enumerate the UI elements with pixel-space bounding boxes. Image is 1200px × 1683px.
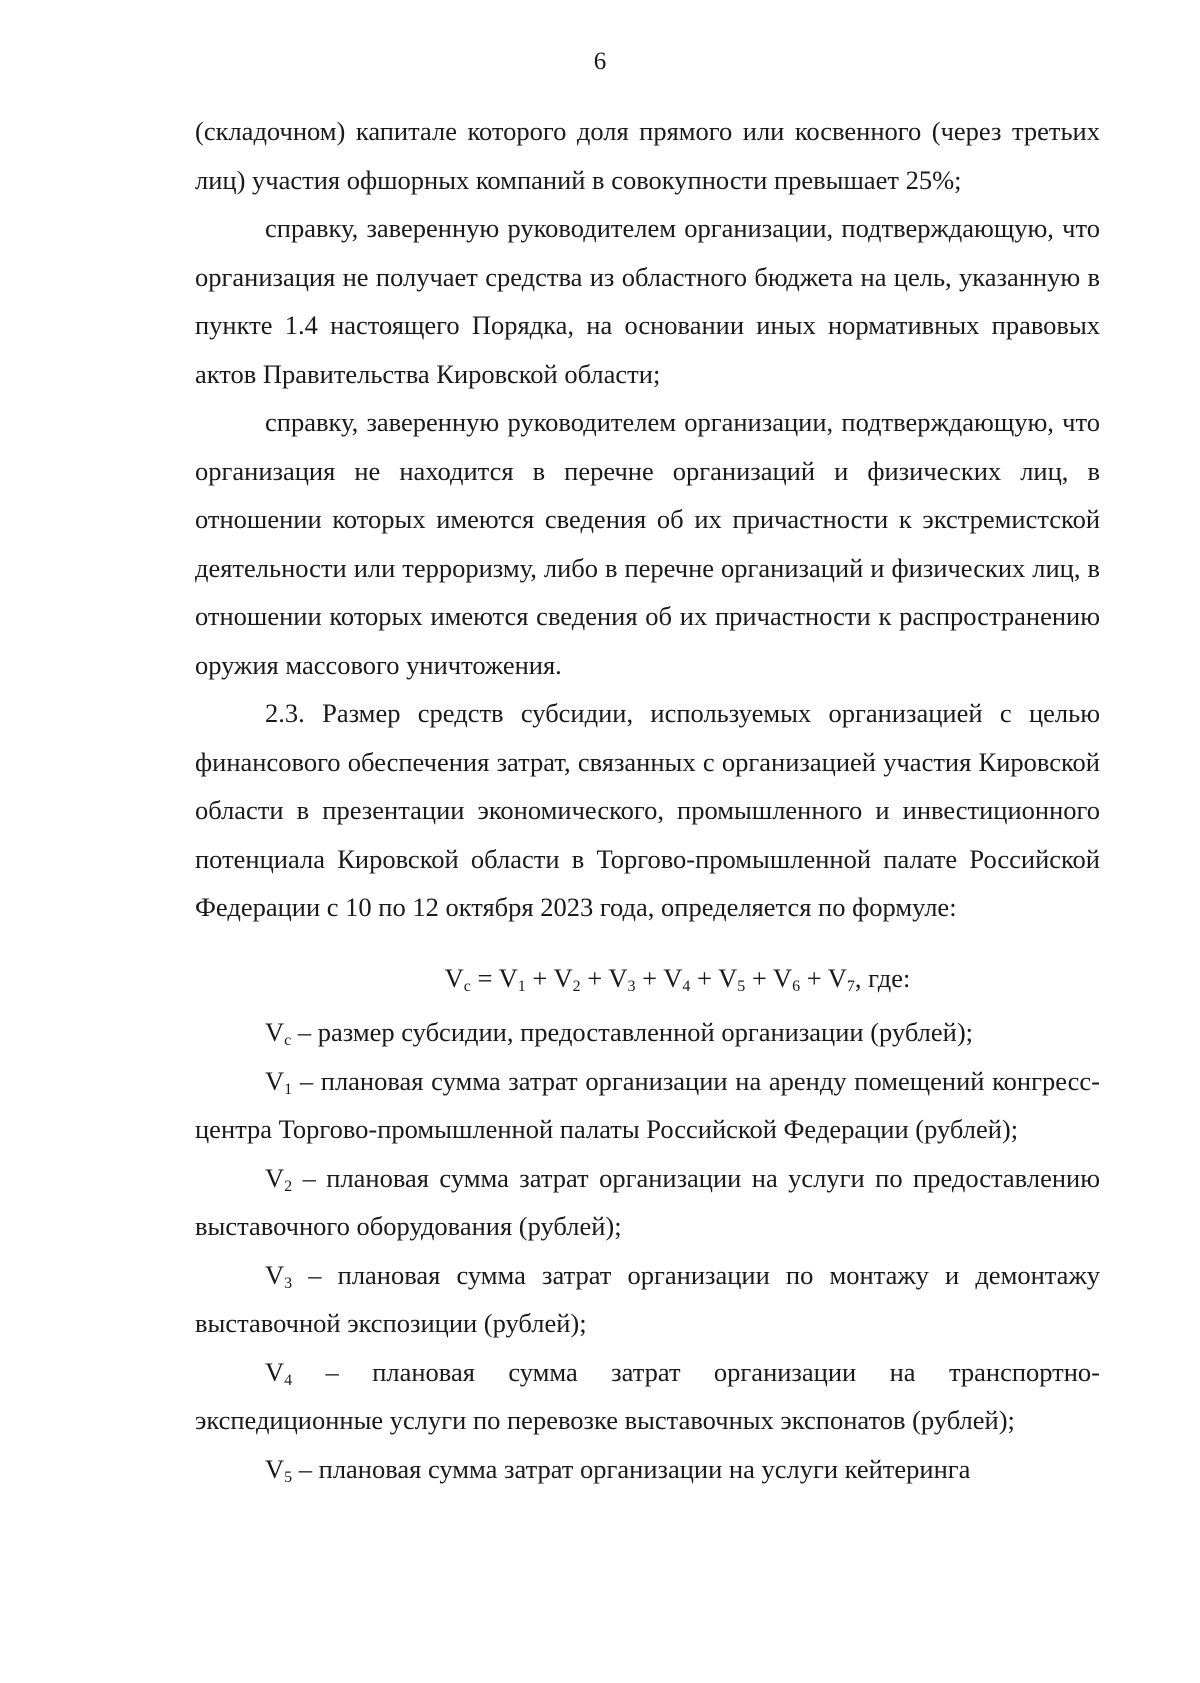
definition-vc: $V_c$ – размер субсидии, предоставленной организации (рублей);	[265, 1017, 974, 1049]
formula-term: $V_1$	[498, 962, 526, 995]
formula-term: $V_2$	[553, 962, 581, 995]
definition-v5: $V_5$ – плановая сумма затрат организации на услуги кейтеринга	[265, 1453, 971, 1486]
paragraph-budget-certificate: справку, заверенную руководителем организации, подтверждающую, что организация не получает средства из областного бюджета на цель, указанную в пункте 1.4 настоящего Порядка, на основании иных нормативных правовых актов Правительства Кировской области;	[195, 213, 1100, 389]
formula-term: $V_7$	[827, 962, 855, 995]
formula-equals: =	[470, 962, 499, 993]
formula-term: $V_5$	[718, 962, 746, 995]
formula-tail: , где:	[854, 962, 911, 993]
subsidy-formula: $V_c = V_1 + V_2 + V_3 + V_4 + V_5 + V_6 + V_7$, где:	[444, 962, 911, 995]
paragraph-subsidy-size: 2.3. Размер средств субсидии, используемых организацией с целью финансового обеспечения затрат, связанных с организацией участия Кировской области в презентации экономического, промышленного и инвестиционного потенциала Кировской области в Торгово-промышленной палате Российской Федерации с 10 по 12 октября 2023 года, определяется по формуле:	[195, 698, 1100, 922]
formula-lhs: $V_c$	[444, 962, 471, 995]
page-number: 6	[593, 48, 607, 75]
definition-v4: $V_4$ – плановая сумма затрат организации на транспортно-экспедиционные услуги по перевозке выставочных экспонатов (рублей);	[195, 1356, 1100, 1435]
formula-term: $V_6$	[772, 962, 801, 995]
formula-term: $V_4$	[663, 962, 691, 995]
paragraph-continuation: (складочном) капитале которого доля прямого или косвенного (через третьих лиц) участия офшорных компаний в совокупности превышает 25%;	[195, 116, 1100, 195]
definition-v2: $V_2$ – плановая сумма затрат организации на услуги по предоставлению выставочного оборудования (рублей);	[195, 1162, 1100, 1241]
document-body	[195, 107, 1100, 1493]
formula-term: $V_3$	[608, 962, 636, 995]
definition-v3: $V_3$ – плановая сумма затрат организации по монтажу и демонтажу выставочной экспозиции (рублей);	[195, 1259, 1100, 1338]
definition-v1: $V_1$ – плановая сумма затрат организации на аренду помещений конгресс-центра Торгово-промышленной палаты Российской Федерации (рублей);	[195, 1065, 1100, 1144]
paragraph-extremism-certificate: справку, заверенную руководителем организации, подтверждающую, что организация не находится в перечне организаций и физических лиц, в отношении которых имеются сведения об их причастности к экстремистской деятельности или терроризму, либо в перечне организаций и физических лиц, в отношении которых имеются сведения об их причастности к распространению оружия массового уничтожения.	[195, 407, 1100, 680]
